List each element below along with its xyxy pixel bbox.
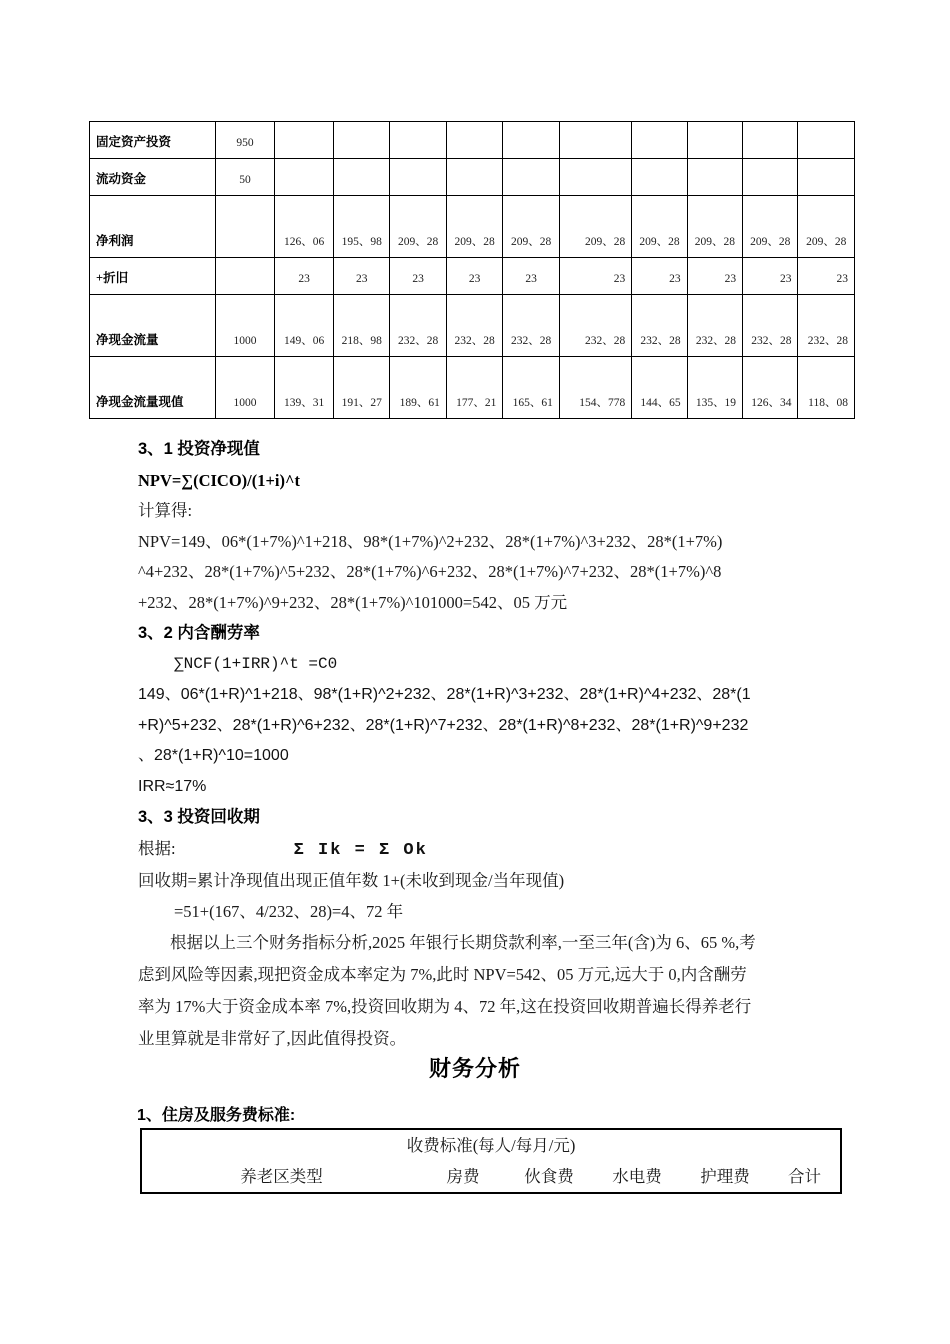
conclusion-line: 虑到风险等因素,现把资金成本率定为 7%,此时 NPV=542、05 万元,远大于 0,内含酬劳 (138, 965, 747, 984)
cell (687, 122, 742, 159)
cell: 950 (215, 122, 275, 159)
payback-basis-formula: Σ Ik = Σ Ok (293, 841, 428, 860)
table-row (141, 1161, 841, 1193)
column-header: 伙食费 (524, 1166, 574, 1186)
cell: 1000 (215, 357, 275, 419)
cell: 191、27 (333, 357, 389, 419)
table-row (90, 258, 855, 295)
cell: 232、28 (632, 295, 687, 357)
heading-irr: 3、2 内含酬劳率 (138, 624, 260, 642)
cell: 23 (275, 258, 334, 295)
row-label: 净现金流量现值 (90, 357, 216, 419)
cell (390, 159, 446, 196)
cell (215, 258, 275, 295)
cell (446, 122, 502, 159)
cell (275, 159, 334, 196)
cell: 23 (333, 258, 389, 295)
table-row (141, 1129, 841, 1161)
table-row (90, 196, 855, 258)
cell: 126、06 (275, 196, 334, 258)
row-label: 流动资金 (90, 159, 216, 196)
table-row (90, 122, 855, 159)
document-body (138, 434, 838, 1055)
cell (390, 122, 446, 159)
cell: 232、28 (743, 295, 798, 357)
irr-formula: ∑NCF(1+IRR)^t =C0 (174, 655, 338, 673)
irr-formula-line: 149、06*(1+R)^1+218、98*(1+R)^2+232、28*(1+R)^3+232、28*(1+R)^4+232、28*(1 (138, 686, 751, 703)
row-label: +折旧 (90, 258, 216, 295)
cell: 165、61 (503, 357, 559, 419)
cell (559, 159, 631, 196)
payback-basis-label: 根据: (138, 839, 176, 858)
cell: 154、778 (559, 357, 631, 419)
irr-result: IRR≈17% (138, 777, 207, 795)
irr-formula-line: 、28*(1+R)^10=1000 (138, 747, 289, 764)
conclusion-line: 率为 17%大于资金成本率 7%,投资回收期为 4、72 年,这在投资回收期普遍长得养老行 (138, 997, 752, 1016)
cell: 232、28 (687, 295, 742, 357)
heading-npv: 3、1 投资净现值 (138, 440, 260, 458)
cell: 23 (743, 258, 798, 295)
cell: 23 (798, 258, 855, 295)
payback-basis (138, 833, 838, 866)
cell (743, 159, 798, 196)
cell (446, 159, 502, 196)
cell: 232、28 (559, 295, 631, 357)
cell: 218、98 (333, 295, 389, 357)
row-label: 固定资产投资 (90, 122, 216, 159)
cell: 195、98 (333, 196, 389, 258)
cell: 23 (559, 258, 631, 295)
cashflow-table (89, 121, 855, 419)
cell (798, 122, 855, 159)
cell: 209、28 (632, 196, 687, 258)
cell (275, 122, 334, 159)
conclusion-line: 业里算就是非常好了,因此值得投资。 (138, 1029, 407, 1048)
cell (687, 159, 742, 196)
column-header: 养老区类型 (240, 1166, 323, 1186)
cell: 139、31 (275, 357, 334, 419)
cell (632, 122, 687, 159)
table-row (90, 295, 855, 357)
cell: 23 (687, 258, 742, 295)
cell: 23 (503, 258, 559, 295)
cell (743, 122, 798, 159)
cell: 209、28 (743, 196, 798, 258)
cell: 232、28 (503, 295, 559, 357)
cell (333, 122, 389, 159)
cell: 149、06 (275, 295, 334, 357)
cashflow-table-container (89, 121, 855, 419)
cell: 126、34 (743, 357, 798, 419)
cell: 177、21 (446, 357, 502, 419)
cell (798, 159, 855, 196)
cell (503, 159, 559, 196)
cell (632, 159, 687, 196)
column-header: 房费 (446, 1166, 480, 1186)
cell: 135、19 (687, 357, 742, 419)
payback-calculation: =51+(167、4/232、28)=4、72 年 (174, 901, 404, 921)
npv-formula-line: ^4+232、28*(1+7%)^5+232、28*(1+7%)^6+232、28*(1+7%)^7+232、28*(1+7%)^8 (138, 562, 722, 581)
cell: 232、28 (390, 295, 446, 357)
cell: 144、65 (632, 357, 687, 419)
npv-calc-label: 计算得: (138, 501, 193, 520)
cell: 209、28 (559, 196, 631, 258)
cell (333, 159, 389, 196)
table-row (90, 159, 855, 196)
column-header: 水电费 (612, 1166, 662, 1186)
subheading-housing-fee: 1、住房及服务费标准: (137, 1107, 296, 1124)
column-header: 合计 (788, 1166, 822, 1186)
cell: 23 (632, 258, 687, 295)
table-row (90, 357, 855, 419)
cell: 232、28 (798, 295, 855, 357)
column-header: 护理费 (700, 1166, 750, 1186)
npv-formula-line: NPV=149、06*(1+7%)^1+218、98*(1+7%)^2+232、28*(1+7%)^3+232、28*(1+7%) (138, 531, 723, 551)
cell: 23 (446, 258, 502, 295)
irr-formula-line: +R)^5+232、28*(1+R)^6+232、28*(1+R)^7+232、28*(1+R)^8+232、28*(1+R)^9+232 (138, 716, 749, 734)
cell: 1000 (215, 295, 275, 357)
cell: 209、28 (503, 196, 559, 258)
cell (503, 122, 559, 159)
cell: 232、28 (446, 295, 502, 357)
cell: 209、28 (446, 196, 502, 258)
fee-table-caption: 收费标准(每人/每月/元) (406, 1135, 576, 1155)
payback-definition: 回收期=累计净现值出现正值年数 1+(未收到现金/当年现值) (138, 871, 565, 890)
fee-table-container (140, 1128, 840, 1194)
fee-standard-table (140, 1128, 842, 1194)
cell: 209、28 (687, 196, 742, 258)
conclusion-line: 根据以上三个财务指标分析,2025 年银行长期贷款利率,一至三年(含)为 6、65 %,考 (170, 933, 756, 952)
row-label: 净现金流量 (90, 295, 216, 357)
cell (559, 122, 631, 159)
cell: 50 (215, 159, 275, 196)
cell: 23 (390, 258, 446, 295)
heading-payback: 3、3 投资回收期 (138, 808, 260, 826)
cell: 189、61 (390, 357, 446, 419)
npv-formula-line: +232、28*(1+7%)^9+232、28*(1+7%)^101000=542、05 万元 (138, 592, 568, 612)
npv-formula: NPV=∑(CICO)/(1+i)^t (138, 471, 301, 490)
page-title: 财务分析 (428, 1056, 521, 1081)
cell: 209、28 (390, 196, 446, 258)
cell: 209、28 (798, 196, 855, 258)
row-label: 净利润 (90, 196, 216, 258)
cell (215, 196, 275, 258)
cell: 118、08 (798, 357, 855, 419)
